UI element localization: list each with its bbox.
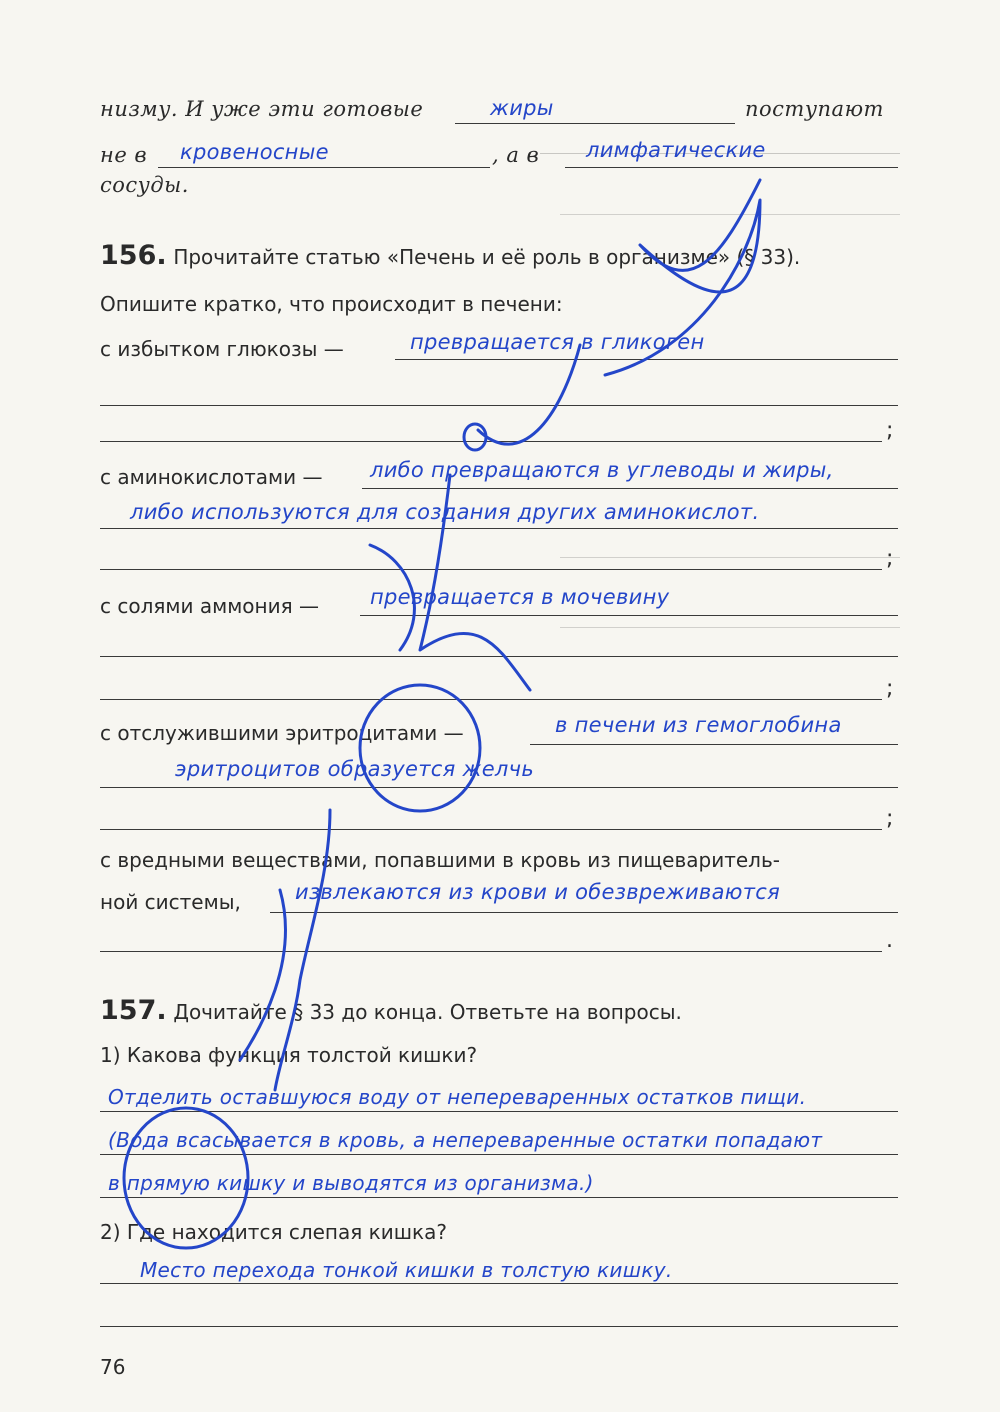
q2-field-1[interactable]: [100, 1282, 898, 1284]
task-156-number: 156.: [100, 240, 167, 271]
q2-answer-0: Место перехода тонкой кишки в толстую кишку.: [140, 1258, 673, 1282]
item-erythrocytes-field-3[interactable]: [100, 828, 882, 830]
item-glucose-answer-0: превращается в гликоген: [410, 330, 705, 354]
intro-answer-2: кровеносные: [180, 140, 329, 164]
item-toxins-label-1: с вредными веществами, попавшими в кровь из пищеваритель-: [100, 848, 780, 872]
item-ammonium-answer-0: превращается в мочевину: [370, 585, 670, 609]
q1-answer-0: Отделить оставшуюся воду от непереваренных остатков пищи.: [108, 1085, 807, 1109]
item-amino-field-3[interactable]: [100, 568, 882, 570]
intro-line1-prefix: низму. И уже эти готовые: [100, 97, 424, 121]
intro-line3-text: сосуды.: [100, 173, 189, 197]
item-glucose-field-3[interactable]: [100, 440, 882, 442]
item-erythrocytes-answer-1: эритроцитов образуется желчь: [175, 757, 535, 781]
intro-answer-field-1[interactable]: [455, 122, 735, 124]
q1-answer-2: в прямую кишку и выводятся из организма.): [108, 1171, 594, 1195]
semicolon: ;: [886, 806, 894, 831]
intro-line2-mid: , а в: [492, 143, 540, 167]
item-toxins-field-2[interactable]: [100, 950, 882, 952]
intro-answer-1: жиры: [490, 96, 554, 120]
item-toxins-field-1[interactable]: [270, 911, 898, 913]
task-157-question-2: 2) Где находится слепая кишка?: [100, 1220, 447, 1244]
task-157-title: Дочитайте § 33 до конца. Ответьте на вопросы.: [173, 1000, 682, 1024]
task-156-title: Прочитайте статью «Печень и её роль в организме» (§ 33).: [173, 245, 801, 269]
page-number: 76: [100, 1355, 126, 1379]
semicolon: ;: [886, 546, 894, 571]
semicolon: ;: [886, 676, 894, 701]
intro-line2-prefix: не в: [100, 143, 148, 167]
item-amino-field-1[interactable]: [362, 487, 898, 489]
item-ammonium-field-3[interactable]: [100, 698, 882, 700]
item-amino-field-2[interactable]: [100, 527, 898, 529]
item-glucose-label: с избытком глюкозы —: [100, 337, 344, 361]
task-157-question-1: 1) Какова функция толстой кишки?: [100, 1043, 478, 1067]
item-erythrocytes-field-1[interactable]: [530, 743, 898, 745]
item-glucose-field-2[interactable]: [100, 404, 898, 406]
q2-field-2[interactable]: [100, 1325, 898, 1327]
item-erythrocytes-label: с отслужившими эритроцитами —: [100, 721, 464, 745]
task-156-instruction: Опишите кратко, что происходит в печени:: [100, 292, 563, 316]
scrawl-loop-1: [464, 424, 486, 450]
q1-answer-1: (Вода всасывается в кровь, а непереваренные остатки попадают: [108, 1128, 823, 1152]
intro-line-3: [100, 173, 189, 217]
item-amino-label: с аминокислотами —: [100, 465, 323, 489]
item-ammonium-field-1[interactable]: [360, 614, 898, 616]
item-amino-answer-1: либо используются для создания других аминокислот.: [130, 500, 760, 524]
intro-line1-suffix: поступают: [745, 97, 884, 121]
semicolon: ;: [886, 418, 894, 443]
intro-answer-field-3[interactable]: [565, 166, 898, 168]
item-glucose-field-1[interactable]: [395, 358, 898, 360]
item-erythrocytes-field-2[interactable]: [100, 786, 898, 788]
intro-answer-field-2[interactable]: [158, 166, 490, 168]
intro-answer-3: лимфатические: [586, 138, 766, 162]
task-157-number: 157.: [100, 995, 167, 1026]
item-ammonium-field-2[interactable]: [100, 655, 898, 657]
item-amino-answer-0: либо превращаются в углеводы и жиры,: [370, 458, 834, 482]
period: .: [886, 928, 893, 953]
item-toxins-answer-0: извлекаются из крови и обезвреживаются: [295, 880, 781, 904]
item-toxins-label-2: ной системы,: [100, 890, 241, 914]
q1-field-2[interactable]: [100, 1153, 898, 1155]
q1-field-3[interactable]: [100, 1196, 898, 1198]
task-157-heading: [100, 995, 682, 1039]
q1-field-1[interactable]: [100, 1110, 898, 1112]
task-156-heading: [100, 240, 800, 284]
item-erythrocytes-answer-0: в печени из гемоглобина: [555, 713, 842, 737]
item-ammonium-label: с солями аммония —: [100, 594, 319, 618]
